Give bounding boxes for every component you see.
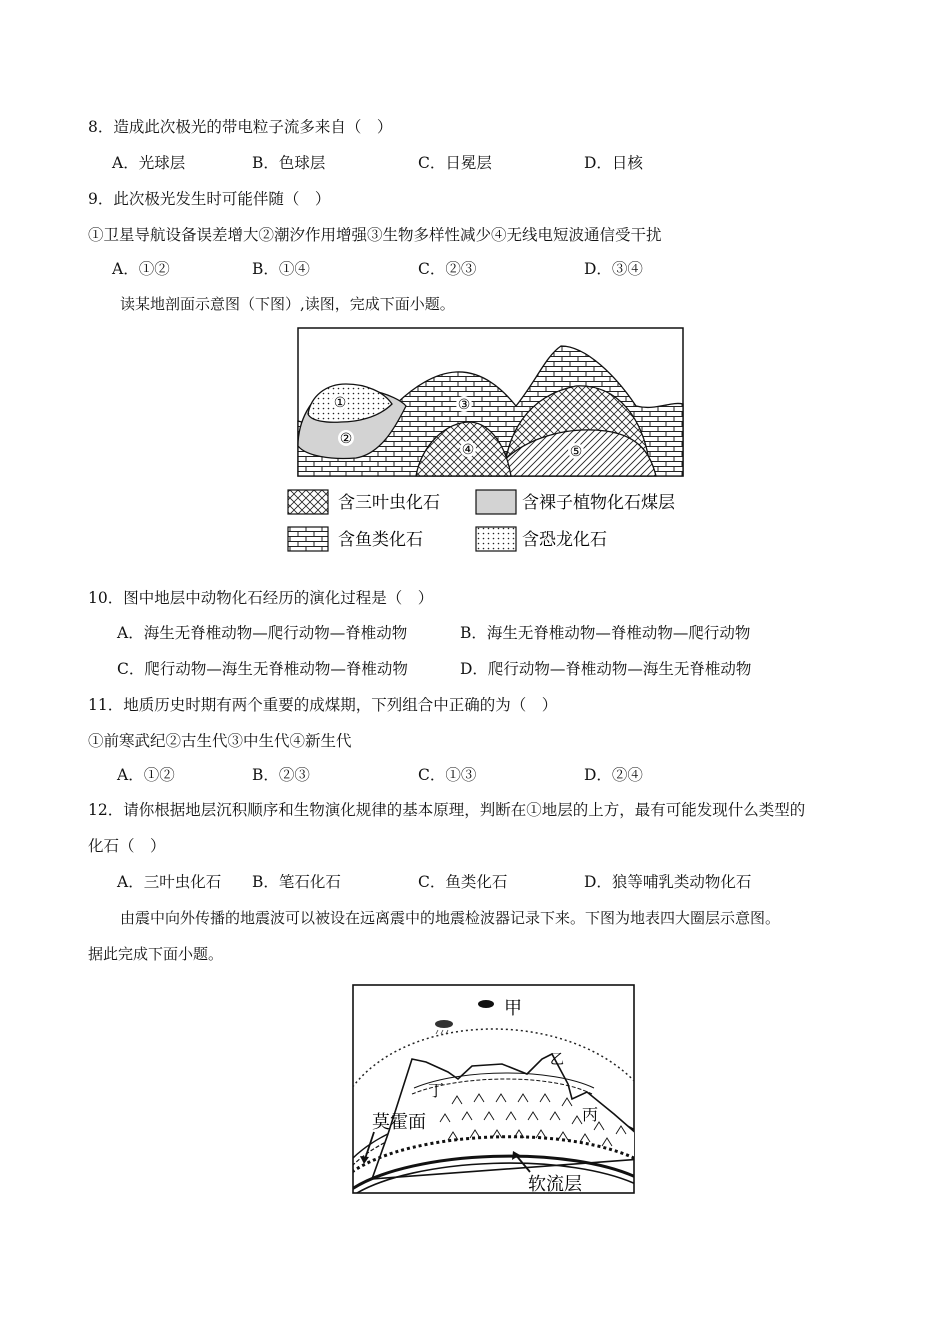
intro-profile: 读某地剖面示意图（下图）,读图，完成下面小题。 xyxy=(120,295,455,313)
label-jia: 甲 xyxy=(504,998,522,1019)
label-moho: 莫霍面 xyxy=(372,1112,426,1133)
q8-option-a: A．光球层 xyxy=(112,154,186,172)
q10-option-c: C．爬行动物—海生无脊椎动物—脊椎动物 xyxy=(117,660,408,678)
intro-seismic-line2: 据此完成下面小题。 xyxy=(88,945,224,963)
cloud-icon xyxy=(478,1000,494,1008)
stratum-label-2: ② xyxy=(339,431,353,447)
q11-option-d: D．②④ xyxy=(584,766,643,784)
legend-fish: 含鱼类化石 xyxy=(338,530,423,550)
q10-stem: 10．图中地层中动物化石经历的演化过程是（ ） xyxy=(88,589,434,607)
q10-option-b: B．海生无脊椎动物—脊椎动物—爬行动物 xyxy=(460,624,751,642)
q11-option-b: B．②③ xyxy=(252,766,310,784)
q12-option-d: D．狼等哺乳类动物化石 xyxy=(584,873,752,891)
stratum-label-3: ③ xyxy=(457,397,471,413)
legend-dinosaur: 含恐龙化石 xyxy=(522,530,607,550)
q9-option-d: D．③④ xyxy=(584,260,643,278)
stratum-label-1: ① xyxy=(333,395,347,411)
q9-items: ①卫星导航设备误差增大②潮汐作用增强③生物多样性减少④无线电短波通信受干扰 xyxy=(88,226,662,244)
label-ding: 丁 xyxy=(428,1081,445,1100)
q9-option-a: A．①② xyxy=(112,260,170,278)
q9-option-b: B．①④ xyxy=(252,260,310,278)
q11-items: ①前寒武纪②古生代③中生代④新生代 xyxy=(88,732,352,750)
legend-swatch-gymnosperm xyxy=(476,490,516,514)
label-yi: 乙 xyxy=(550,1052,564,1068)
intro-seismic-line1: 由震中向外传播的地震波可以被设在远离震中的地震检波器记录下来。下图为地表四大圈层示意图。 xyxy=(120,909,781,927)
q8-stem: 8．造成此次极光的带电粒子流多来自（ ） xyxy=(88,118,393,136)
q8-option-b: B．色球层 xyxy=(252,154,326,172)
legend-swatch-dinosaur xyxy=(476,527,516,551)
q12-option-c: C．鱼类化石 xyxy=(418,873,508,891)
legend-swatch-fish xyxy=(288,527,328,551)
label-asthenosphere: 软流层 xyxy=(528,1174,582,1195)
rain-cloud-icon xyxy=(435,1020,453,1028)
earth-spheres-figure xyxy=(352,984,636,1196)
legend-swatch-trilobite xyxy=(288,490,328,514)
q8-option-c: C．日冕层 xyxy=(418,154,492,172)
q11-option-c: C．①③ xyxy=(418,766,477,784)
q12-stem-line1: 12．请你根据地层沉积顺序和生物演化规律的基本原理，判断在①地层的上方，最有可能发现什么类型的 xyxy=(88,801,806,819)
geologic-profile-figure xyxy=(286,326,696,558)
q11-option-a: A．①② xyxy=(117,766,175,784)
q11-stem: 11．地质历史时期有两个重要的成煤期，下列组合中正确的为（ ） xyxy=(88,696,558,714)
q12-stem-line2: 化石（ ） xyxy=(88,837,166,855)
q9-option-c: C．②③ xyxy=(418,260,477,278)
stratum-label-5: ⑤ xyxy=(569,444,583,460)
legend-trilobite: 含三叶虫化石 xyxy=(338,493,440,513)
q12-option-a: A．三叶虫化石 xyxy=(117,873,222,891)
q9-stem: 9．此次极光发生时可能伴随（ ） xyxy=(88,190,331,208)
legend-gymnosperm: 含裸子植物化石煤层 xyxy=(522,493,675,513)
q8-option-d: D．日核 xyxy=(584,154,643,172)
q10-option-a: A．海生无脊椎动物—爬行动物—脊椎动物 xyxy=(117,624,408,642)
q12-option-b: B．笔石化石 xyxy=(252,873,341,891)
stratum-label-4: ④ xyxy=(461,442,475,458)
label-bing: 丙 xyxy=(582,1105,599,1124)
q10-option-d: D．爬行动物—脊椎动物—海生无脊椎动物 xyxy=(460,660,752,678)
